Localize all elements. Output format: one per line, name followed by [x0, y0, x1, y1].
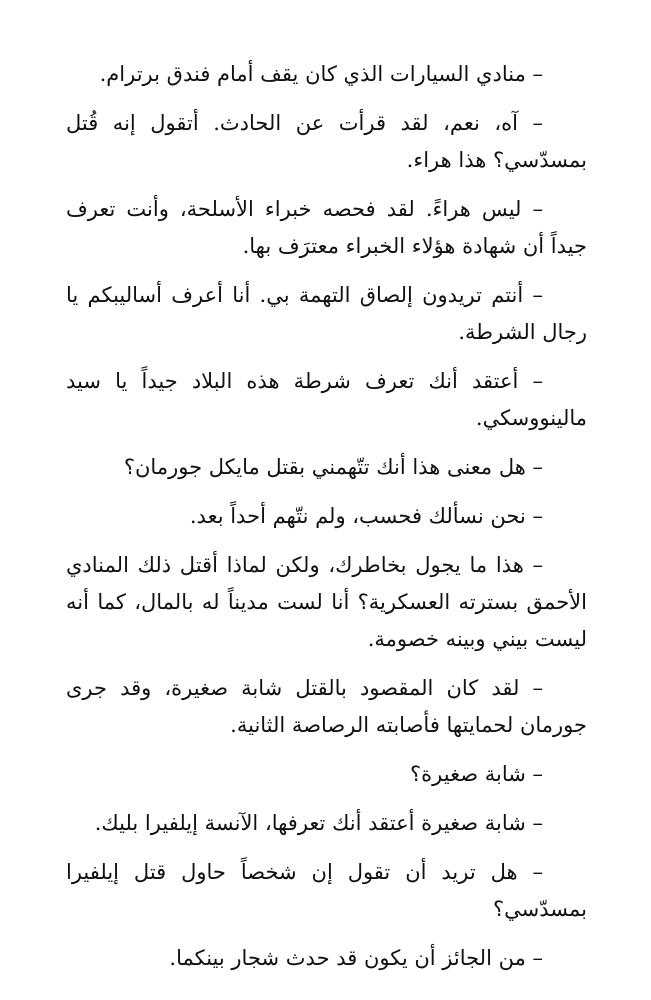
dialogue-line: – منادي السيارات الذي كان يقف أمام فندق برترام. [99, 62, 543, 86]
dialogue-line: – ليس هراءً. لقد فحصه خبراء الأسلحة، وأنت تعرف جيداً أن شهادة هؤلاء الخبراء معترَف بها. [66, 197, 587, 258]
dialogue-line: – هل معنى هذا أنك تتّهمني بقتل مايكل جورمان؟ [123, 455, 543, 479]
dialogue-line: – من الجائز أن يكون قد حدث شجار بينكما. [169, 946, 543, 970]
dialogue-line: – شابة صغيرة أعتقد أنك تعرفها، الآنسة إيلفيرا بليك. [94, 811, 543, 835]
dialogue-line: – أنتم تريدون إلصاق التهمة بي. أنا أعرف أساليبكم يا رجال الشرطة. [66, 283, 587, 344]
dialogue-line: – شابة صغيرة؟ [410, 762, 543, 786]
dialogue-line: – أعتقد أنك تعرف شرطة هذه البلاد جيداً يا سيد مالينووسكي. [66, 369, 587, 430]
dialogue-line: – نحن نسألك فحسب، ولم نتّهم أحداً بعد. [189, 504, 543, 528]
book-page-text [66, 56, 587, 989]
dialogue-line: – آه، نعم، لقد قرأت عن الحادث. أتقول إنه قُتل بمسدّسي؟ هذا هراء. [66, 111, 587, 172]
dialogue-line: – هذا ما يجول بخاطرك، ولكن لماذا أقتل ذلك المنادي الأحمق بسترته العسكرية؟ أنا لست مديناً له بالمال، كما أنه ليست بيني وبينه خصومة. [66, 553, 587, 651]
dialogue-line: – لقد كان المقصود بالقتل شابة صغيرة، وقد جرى جورمان لحمايتها فأصابته الرصاصة الثانية. [66, 676, 587, 737]
dialogue-line: – هل تريد أن تقول إن شخصاً حاول قتل إيلفيرا بمسدّسي؟ [66, 860, 587, 921]
